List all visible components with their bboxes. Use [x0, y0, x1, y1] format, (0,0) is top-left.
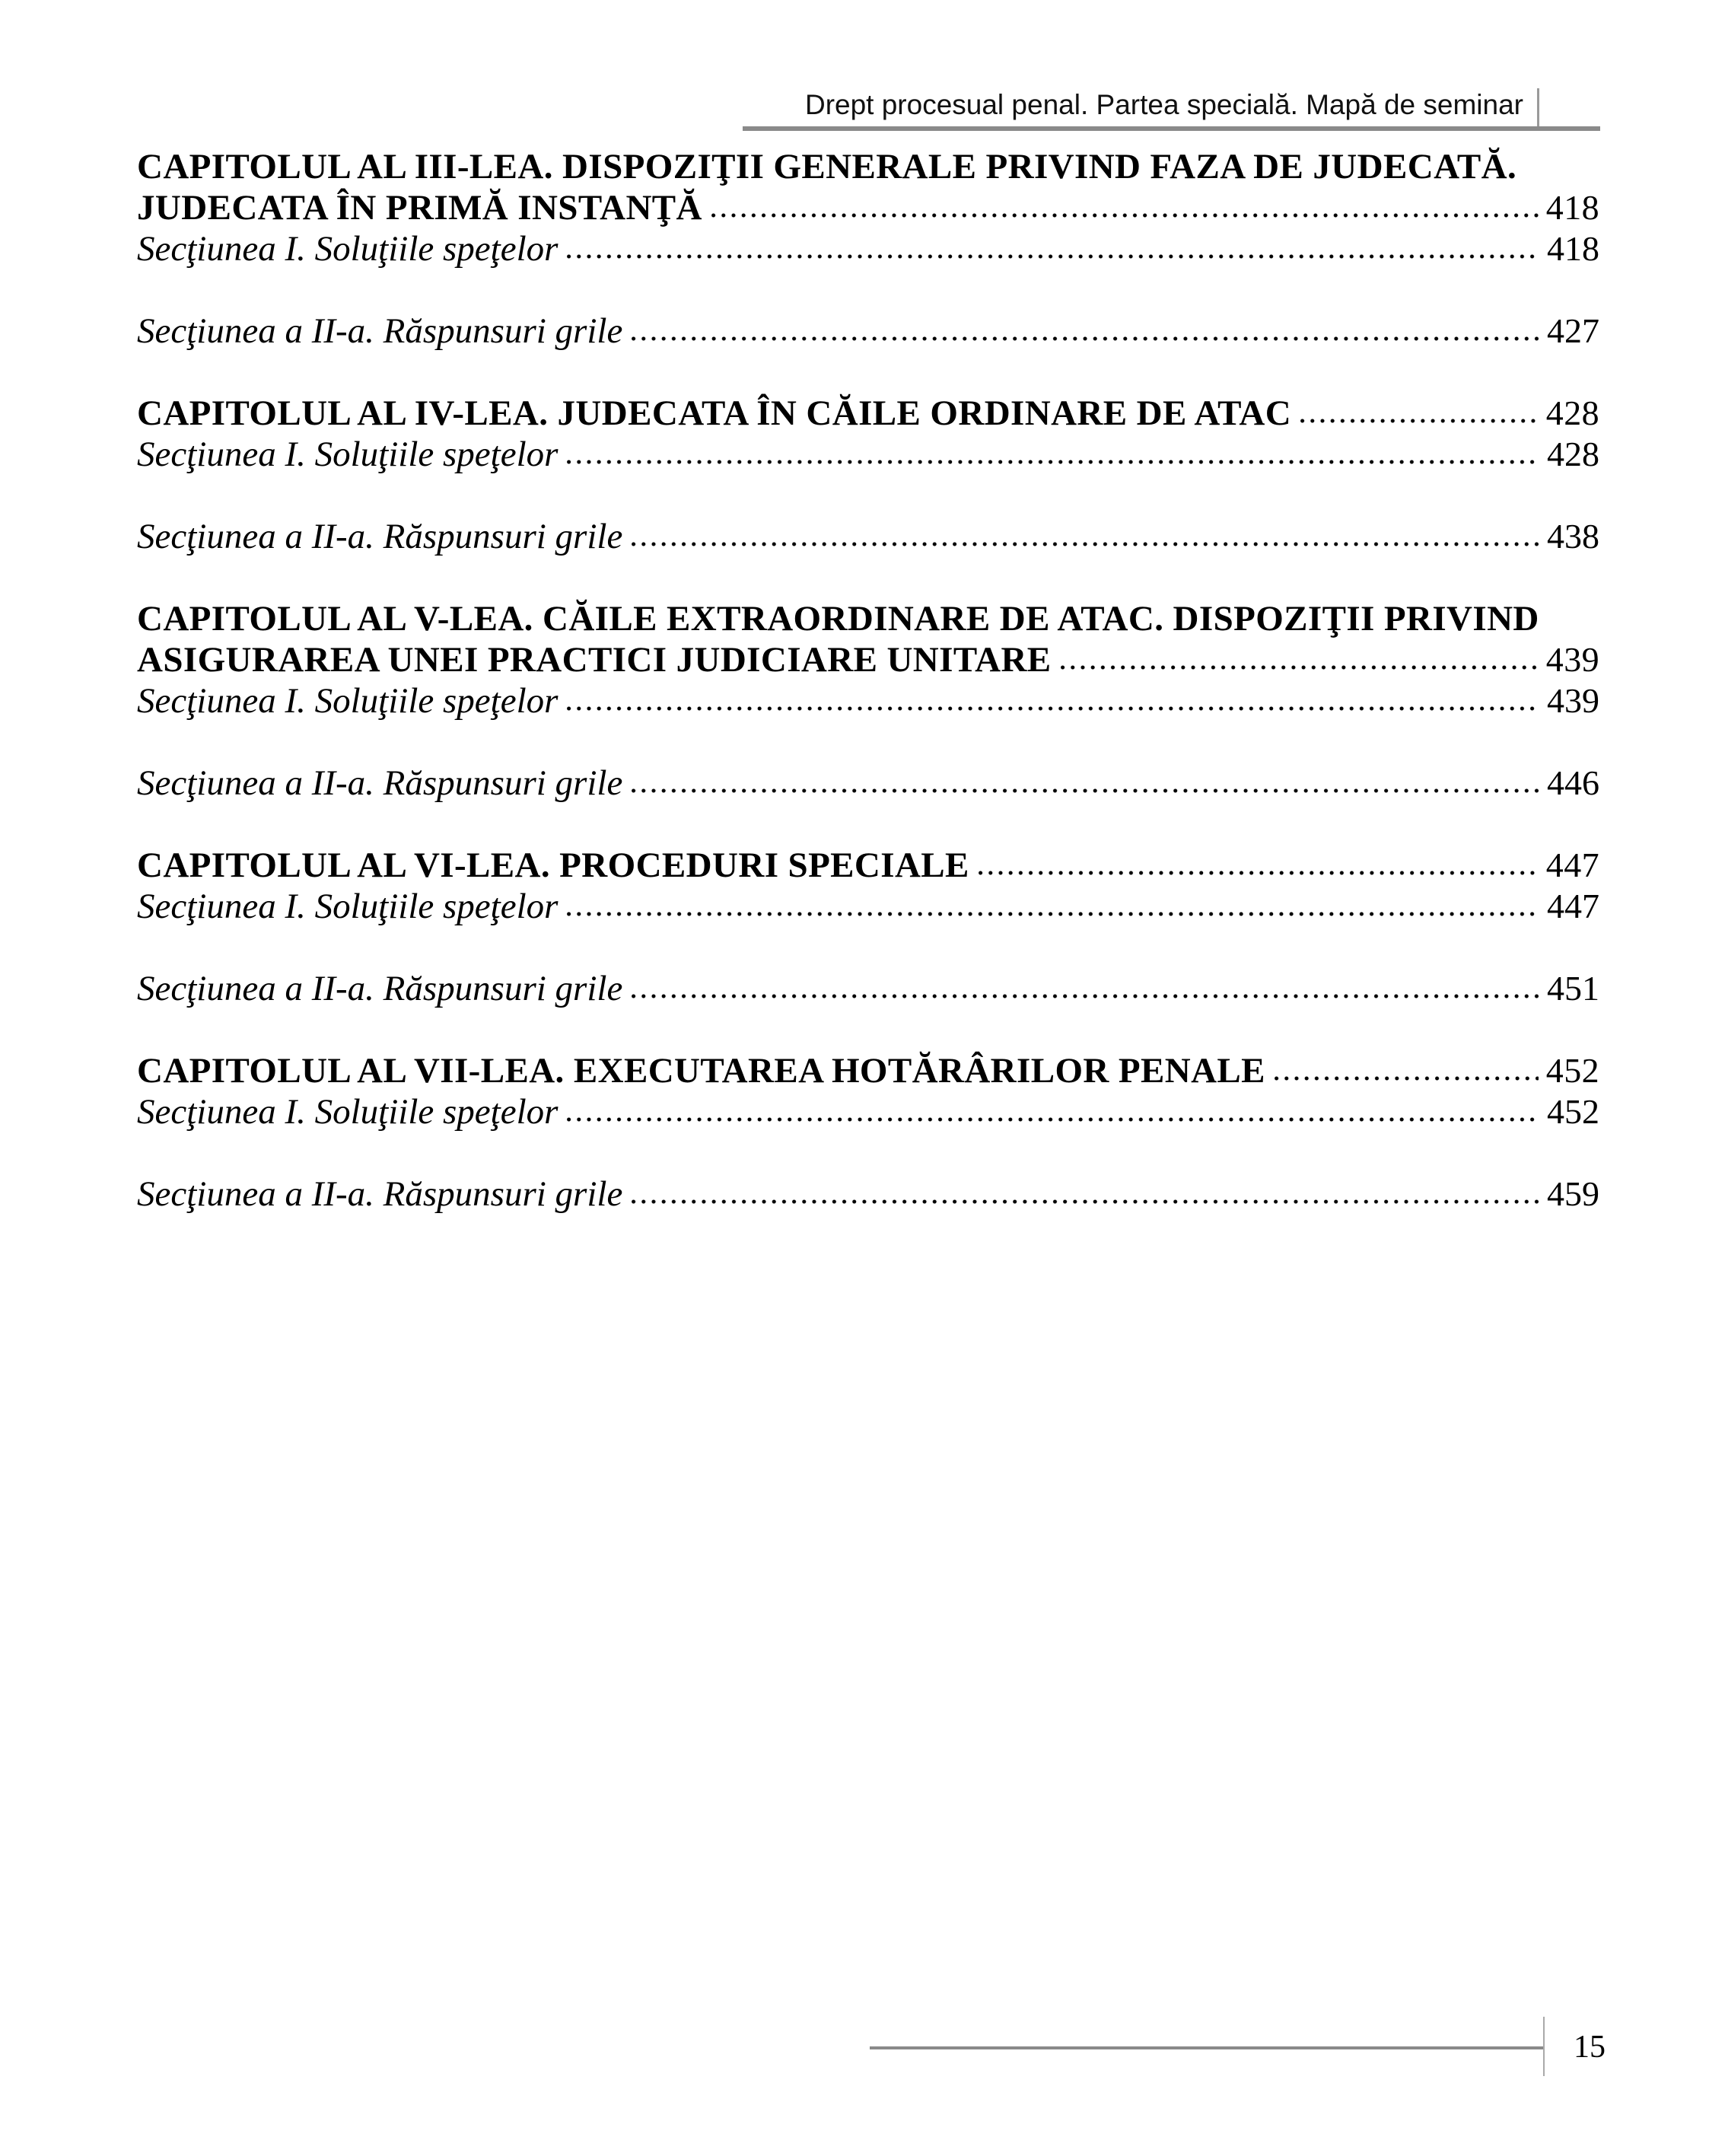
- dot-leader: [1275, 1075, 1539, 1082]
- toc-entry-page: 428: [1545, 393, 1599, 432]
- toc-section-label: Secţiunea I. Soluţiile speţelor: [137, 435, 559, 474]
- toc-chapter-label: CAPITOLUL AL VII-LEA. EXECUTAREA HOTĂRÂRILOR PENALE: [137, 1051, 1265, 1091]
- toc-entry-page: 447: [1545, 846, 1599, 884]
- dot-leader: [567, 705, 1539, 712]
- toc-section-label: Secţiunea a II-a. Răspunsuri grile: [137, 1174, 623, 1214]
- toc-entry-page: 459: [1547, 1174, 1599, 1213]
- toc-entry-page: 428: [1547, 435, 1599, 473]
- toc-chapter-label: CAPITOLUL AL IV-LEA. JUDECATA ÎN CĂILE ORDINARE DE ATAC: [137, 393, 1292, 433]
- header-vertical-rule: [1537, 88, 1539, 128]
- toc-entry-page: 447: [1547, 887, 1599, 925]
- dot-leader: [1061, 664, 1539, 671]
- toc-entry-page: 451: [1547, 969, 1599, 1008]
- toc-section-label: Secţiunea a II-a. Răspunsuri grile: [137, 517, 623, 556]
- dot-leader: [632, 336, 1539, 342]
- toc-entry-section: [137, 1091, 1599, 1132]
- toc-section-label: Secţiunea I. Soluţiile speţelor: [137, 229, 559, 269]
- dot-leader: [711, 212, 1539, 219]
- header-rule: [743, 126, 1600, 131]
- dot-leader: [567, 1116, 1539, 1123]
- toc-entry-chapter: [137, 393, 1599, 434]
- toc-entry-section: [137, 886, 1599, 927]
- dot-leader: [1300, 418, 1539, 425]
- toc-entry-section: [137, 516, 1599, 557]
- toc-section-label: Secţiunea I. Soluţiile speţelor: [137, 681, 559, 721]
- toc-section-label: Secţiunea I. Soluţiile speţelor: [137, 1092, 559, 1132]
- dot-leader: [567, 459, 1539, 466]
- toc-entry-page: 418: [1547, 229, 1599, 268]
- dot-leader: [567, 911, 1539, 918]
- toc-entry-section: [137, 968, 1599, 1009]
- toc-entry-section: [137, 1174, 1599, 1215]
- toc-chapter-line-2: ASIGURAREA UNEI PRACTICI JUDICIARE UNITARE: [137, 640, 1052, 680]
- toc-entry-page: 439: [1545, 640, 1599, 679]
- toc-entry-section: [137, 680, 1599, 721]
- toc-entry-page: 427: [1547, 311, 1599, 350]
- toc-section-label: Secţiunea a II-a. Răspunsuri grile: [137, 969, 623, 1008]
- toc-section-label: Secţiunea a II-a. Răspunsuri grile: [137, 311, 623, 351]
- toc-entry-chapter: [137, 845, 1599, 886]
- table-of-contents: [137, 146, 1599, 1215]
- page-number: 15: [1574, 2030, 1606, 2065]
- running-title: Drept procesual penal. Partea specială. Mapă de seminar: [804, 89, 1523, 120]
- toc-entry-chapter: [137, 146, 1599, 228]
- toc-chapter-label: CAPITOLUL AL VI-LEA. PROCEDURI SPECIALE: [137, 846, 969, 885]
- footer-rule: [870, 2046, 1544, 2049]
- toc-entry-page: 452: [1545, 1051, 1599, 1090]
- toc-entry-page: 418: [1545, 188, 1599, 227]
- toc-entry-chapter: [137, 1050, 1599, 1091]
- toc-entry-section: [137, 228, 1599, 269]
- toc-chapter-line-1: CAPITOLUL AL V-LEA. CĂILE EXTRAORDINARE DE ATAC. DISPOZIŢII PRIVIND: [137, 599, 1539, 639]
- toc-section-label: Secţiunea I. Soluţiile speţelor: [137, 887, 559, 926]
- toc-entry-page: 438: [1547, 517, 1599, 556]
- toc-chapter-line-1: CAPITOLUL AL III-LEA. DISPOZIŢII GENERALE PRIVIND FAZA DE JUDECATĂ.: [137, 147, 1517, 186]
- toc-entry-section: [137, 311, 1599, 352]
- dot-leader: [632, 788, 1539, 795]
- toc-entry-page: 446: [1547, 763, 1599, 802]
- toc-entry-section: [137, 763, 1599, 804]
- dot-leader: [567, 253, 1539, 260]
- footer-vertical-rule: [1543, 2017, 1545, 2076]
- toc-section-label: Secţiunea a II-a. Răspunsuri grile: [137, 763, 623, 803]
- dot-leader: [632, 541, 1539, 548]
- toc-entry-page: 452: [1547, 1092, 1599, 1131]
- dot-leader: [979, 870, 1539, 877]
- toc-entry-chapter: [137, 598, 1599, 680]
- dot-leader: [632, 993, 1539, 1000]
- dot-leader: [632, 1199, 1539, 1205]
- toc-entry-section: [137, 434, 1599, 475]
- toc-entry-page: 439: [1547, 681, 1599, 720]
- toc-chapter-line-2: JUDECATA ÎN PRIMĂ INSTANŢĂ: [137, 188, 702, 228]
